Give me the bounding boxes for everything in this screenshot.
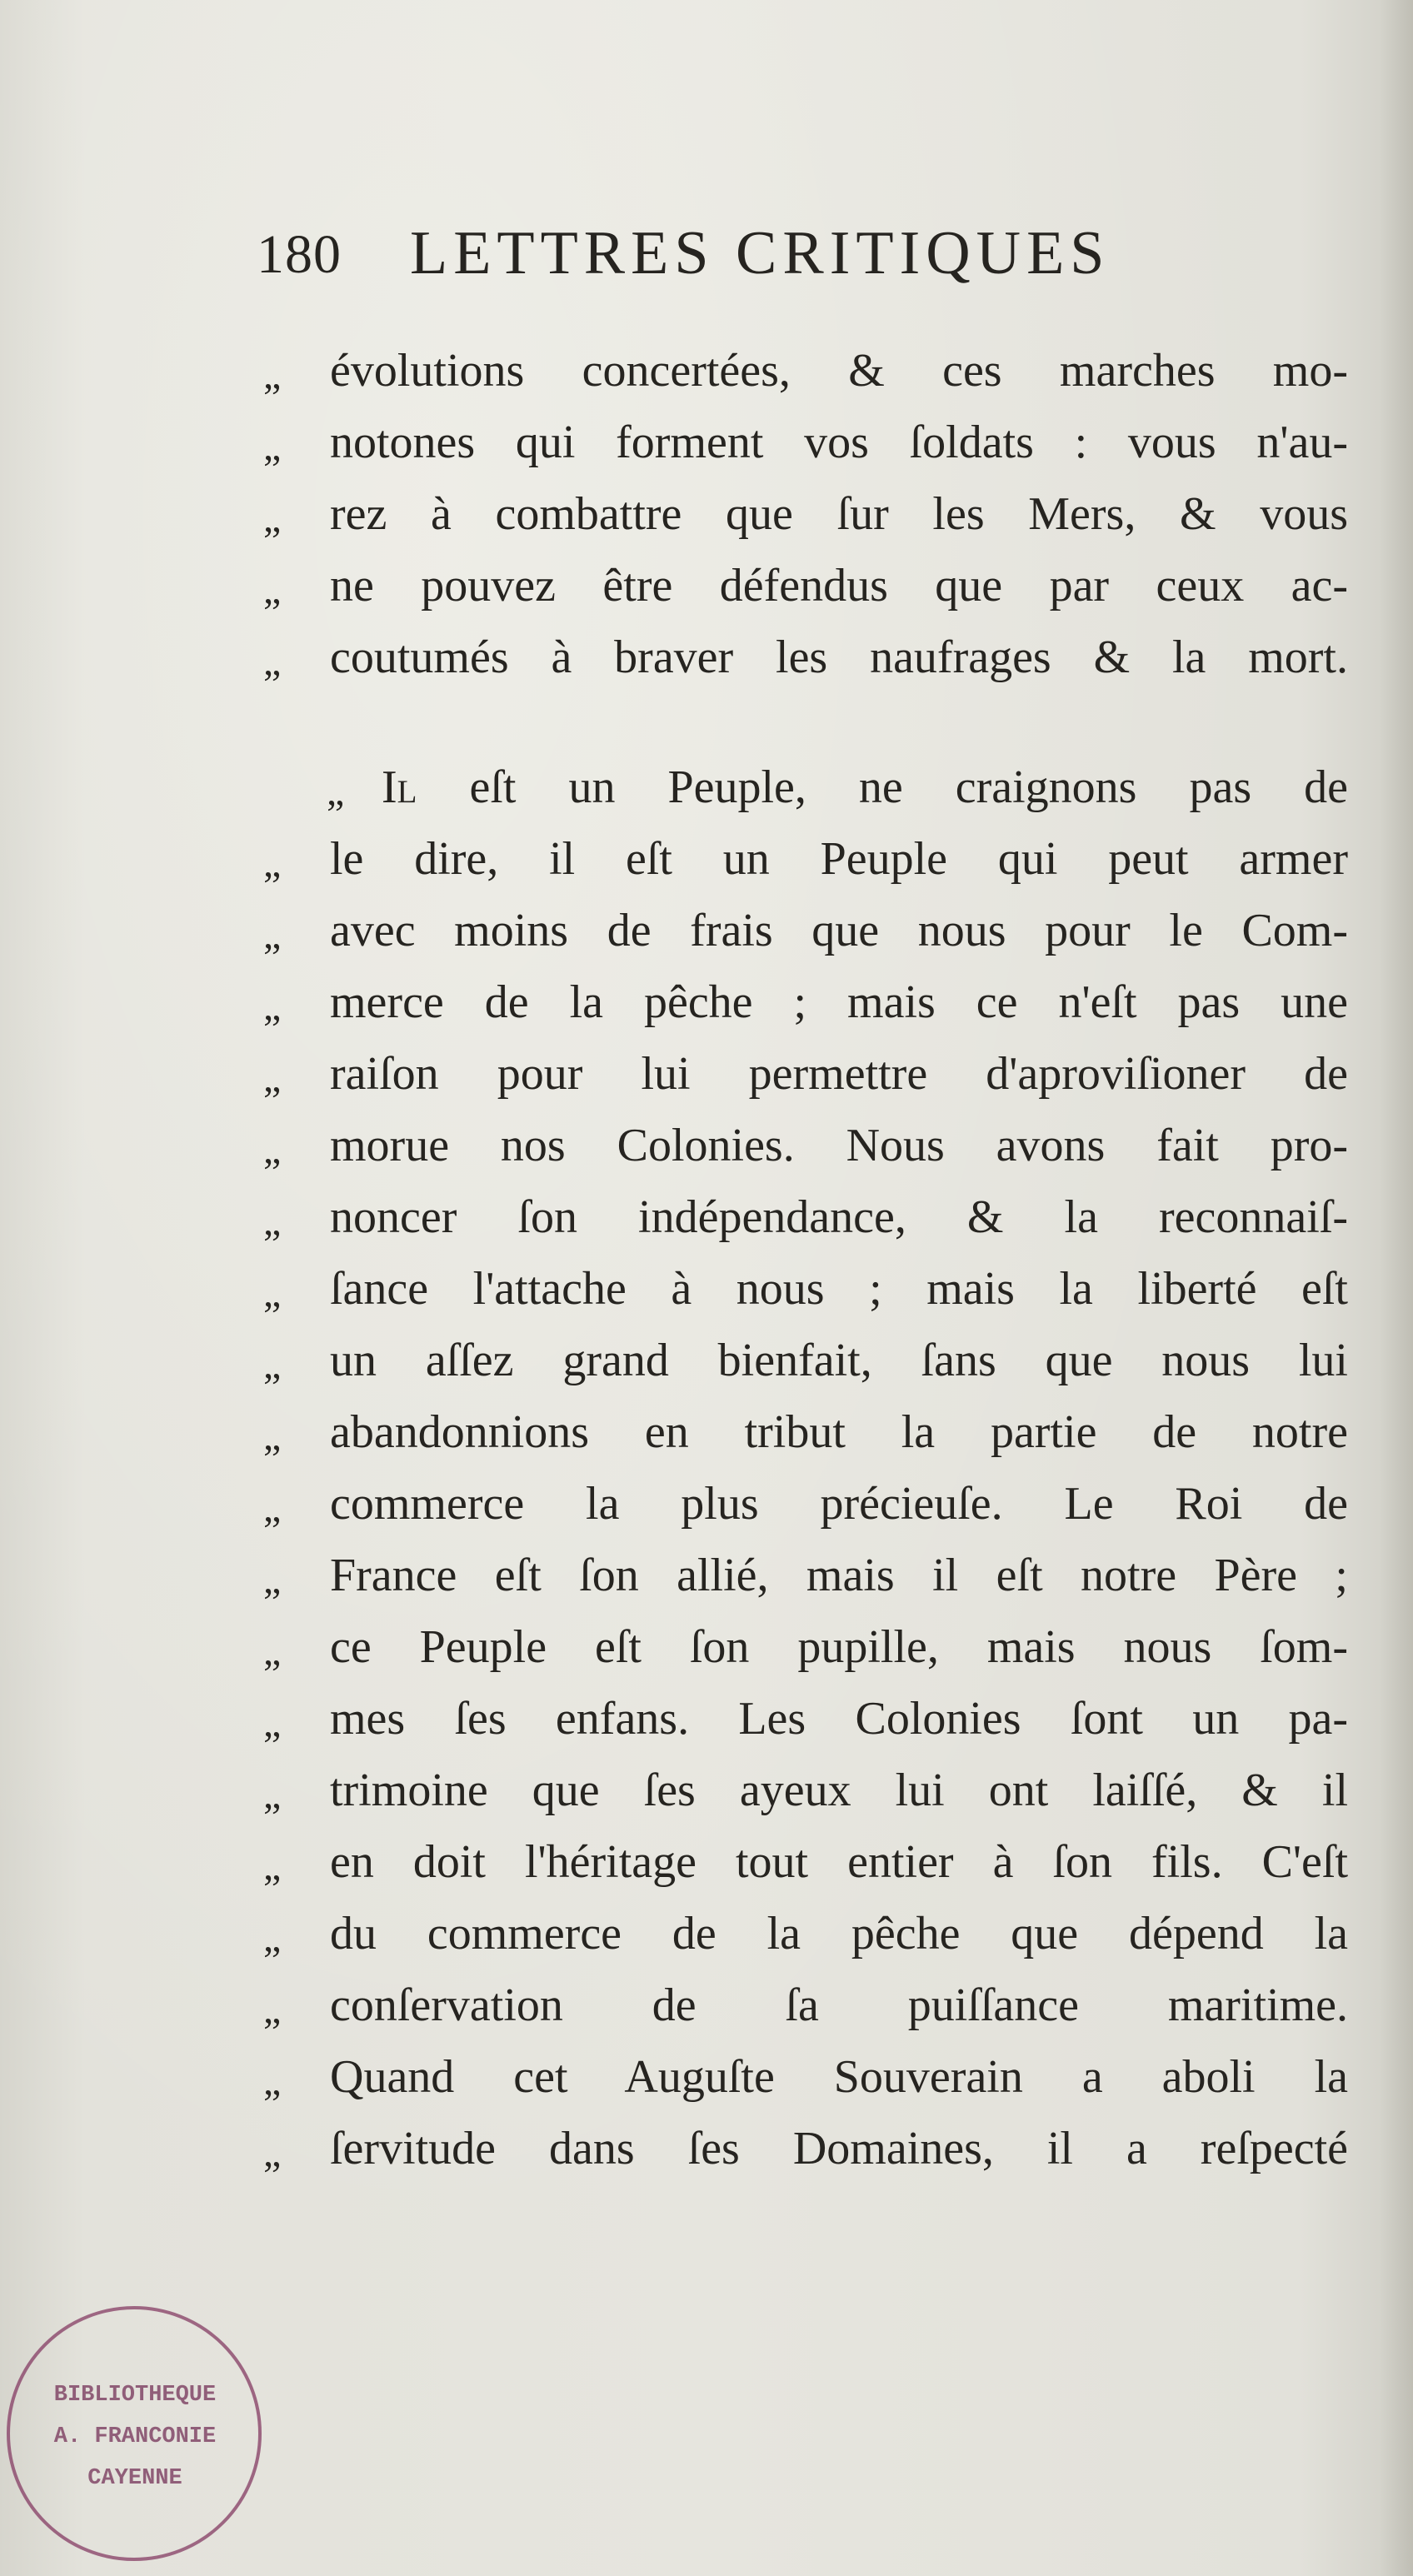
line-text: rez à combattre que ſur les Mers, & vous: [330, 488, 1348, 540]
stamp-line: CAYENNE: [87, 2466, 182, 2491]
line-text: ſervitude dans ſes Domaines, il a reſpecté: [330, 2123, 1348, 2174]
text-line: [263, 622, 1346, 693]
line-text: ſance l'attache à nous ; mais la liberté eſt: [330, 1263, 1348, 1315]
text-line: [263, 335, 1346, 407]
line-text: raiſon pour lui permettre d'aproviſioner de: [330, 1048, 1348, 1100]
line-text: en doit l'héritage tout entier à ſon fils. C'eſt: [330, 1836, 1348, 1888]
line-text: coutumés à braver les naufrages & la mort.: [330, 632, 1348, 683]
quote-mark: „: [263, 1845, 282, 1889]
line-text-rest: eſt un Peuple, ne craignons pas de: [417, 761, 1348, 813]
line-text: conſervation de ſa puiſſance maritime.: [330, 1979, 1348, 2031]
text-line: [263, 550, 1346, 622]
line-text: morue nos Colonies. Nous avons fait pro-: [330, 1120, 1348, 1171]
line-text: évolutions concertées, & ces marches mo-: [330, 345, 1348, 397]
running-title: LETTRES CRITIQUES: [410, 219, 1111, 287]
text-line: [263, 2041, 1346, 2113]
line-text: du commerce de la pêche que dépend la: [330, 1908, 1348, 1959]
text-line: [263, 966, 1346, 1038]
quote-mark: „: [263, 568, 282, 612]
quote-mark: „: [263, 1916, 282, 1960]
quote-mark: „: [263, 2131, 282, 2175]
text-line: [263, 1755, 1346, 1826]
quote-mark: „: [263, 1128, 282, 1172]
text-line: [263, 1181, 1346, 1253]
line-text: ce Peuple eſt ſon pupille, mais nous ſom-: [330, 1621, 1348, 1673]
quote-mark: „: [263, 841, 282, 886]
line-text: commerce la plus précieuſe. Le Roi de: [330, 1478, 1348, 1530]
quote-mark: „: [263, 1200, 282, 1244]
line-text: ne pouvez être défendus que par ceux ac-: [330, 560, 1348, 612]
quote-mark: „: [263, 1486, 282, 1530]
quote-mark: „: [263, 1056, 282, 1101]
text-line: [263, 1826, 1346, 1898]
text-line: [263, 1468, 1346, 1540]
quote-mark: „: [263, 1773, 282, 1817]
quote-mark: „: [263, 2059, 282, 2104]
text-line: [263, 1611, 1346, 1683]
library-stamp: [7, 2306, 262, 2561]
text-line: [263, 1325, 1346, 1396]
quote-mark: „: [263, 1701, 282, 1745]
quote-mark: „: [263, 1343, 282, 1387]
quote-mark: „: [263, 640, 282, 684]
stamp-line: A. FRANCONIE: [53, 2424, 217, 2449]
running-head: [257, 218, 1240, 295]
quote-mark: „: [263, 353, 282, 397]
text-line: [263, 1683, 1346, 1755]
text-line: [263, 1110, 1346, 1181]
text-line: [263, 823, 1346, 895]
paragraph-first-line: [263, 751, 1346, 823]
quote-mark: „: [263, 497, 282, 541]
line-text: abandonnions en tribut la partie de notre: [330, 1406, 1348, 1458]
line-text: avec moins de frais que nous pour le Com-: [330, 905, 1348, 956]
text-line: [263, 1969, 1346, 2041]
quote-mark: „: [263, 1988, 282, 2032]
text-line: [263, 1396, 1346, 1468]
quote-mark: „: [263, 913, 282, 957]
line-text: Quand cet Auguſte Souverain a aboli la: [330, 2051, 1348, 2103]
quote-mark: „: [263, 985, 282, 1029]
page-number: 180: [257, 224, 342, 285]
text-line: [263, 895, 1346, 966]
text-line: [263, 1540, 1346, 1611]
quote-mark: „: [327, 770, 345, 814]
stamp-line: BIBLIOTHEQUE: [53, 2383, 217, 2408]
line-text: trimoine que ſes ayeux lui ont laiſſé, & il: [330, 1765, 1348, 1816]
line-text: [382, 751, 1348, 823]
page-edge-shadow: [1380, 0, 1413, 2576]
text-line: [263, 478, 1346, 550]
line-text: un aſſez grand bienfait, ſans que nous lui: [330, 1335, 1348, 1386]
quote-mark: „: [263, 1415, 282, 1459]
quote-mark: „: [263, 1271, 282, 1315]
text-line: [263, 407, 1346, 478]
line-text: France eſt ſon allié, mais il eſt notre Père ;: [330, 1550, 1348, 1601]
text-line: [263, 1898, 1346, 1969]
lead-word: Il: [382, 761, 417, 813]
body-text: [263, 335, 1346, 2184]
text-line: [263, 2113, 1346, 2184]
line-text: notones qui forment vos ſoldats : vous n'au-: [330, 417, 1348, 468]
quote-mark: „: [263, 425, 282, 469]
line-text: noncer ſon indépendance, & la reconnaiſ-: [330, 1191, 1348, 1243]
text-line: [263, 1038, 1346, 1110]
line-text: le dire, il eſt un Peuple qui peut armer: [330, 833, 1348, 885]
line-text: mes ſes enfans. Les Colonies ſont un pa-: [330, 1693, 1348, 1745]
text-line: [263, 1253, 1346, 1325]
quote-mark: „: [263, 1558, 282, 1602]
quote-mark: „: [263, 1630, 282, 1674]
line-text: merce de la pêche ; mais ce n'eſt pas une: [330, 976, 1348, 1028]
